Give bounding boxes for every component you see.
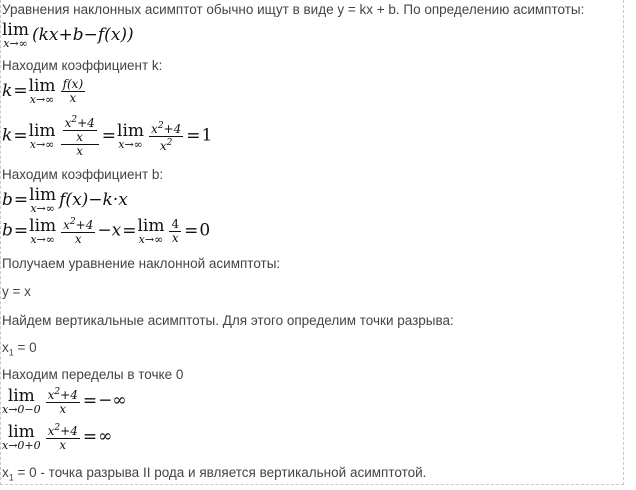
intro-text: Уравнения наклонных асимптот обычно ищут в виде y = kx + b. По определению асимптоты: — [2, 2, 585, 17]
b-formula-2: b= lim x→∞ $\frac{x^2+4}{x}$ −x= lim x→∞ $\frac{4}{x}$ =0 — [2, 215, 211, 246]
limits-at-zero-text: Находим переделы в точке 0 — [2, 367, 184, 382]
vertical-intro-text: Найдем вертикальные асимптоты. Для этого определим точки разрыва: — [2, 313, 454, 328]
find-k-text: Находим коэффициент k: — [2, 58, 163, 73]
find-b-text: Находим коэффициент b: — [2, 167, 164, 182]
definition-expression: (kx+b−f(x)) — [32, 25, 134, 45]
conclusion-text: $x_1 = 0$ - точка разрыва II рода и является вертикальной асимптотой. — [2, 465, 427, 483]
get-equation-text: Получаем уравнение наклонной асимптоты: — [2, 256, 281, 271]
limit-operator: lim x→∞ — [2, 20, 29, 50]
b-formula-1: b= lim x→∞ f(x)−k·x — [2, 185, 128, 215]
asymptote-equation: y = x — [2, 284, 31, 299]
k-formula-2: k= lim x→∞ $\frac{\frac{x^2+4}{x}}{x}$ = lim x→∞ $\frac{x^2+4}{x^2}$ =1 — [2, 115, 213, 158]
asymptote-definition-formula — [2, 22, 134, 49]
k-formula-1: k= lim x→∞ $\frac{f(x)}{x}$ — [2, 76, 84, 106]
left-limit-formula: lim x→0−0 $\frac{x^2+4}{x}$ =−∞ — [2, 385, 127, 416]
break-point: $x_1 = 0$ — [2, 340, 37, 358]
right-limit-formula: lim x→0+0 $\frac{x^2+4}{x}$ =∞ — [2, 421, 113, 452]
